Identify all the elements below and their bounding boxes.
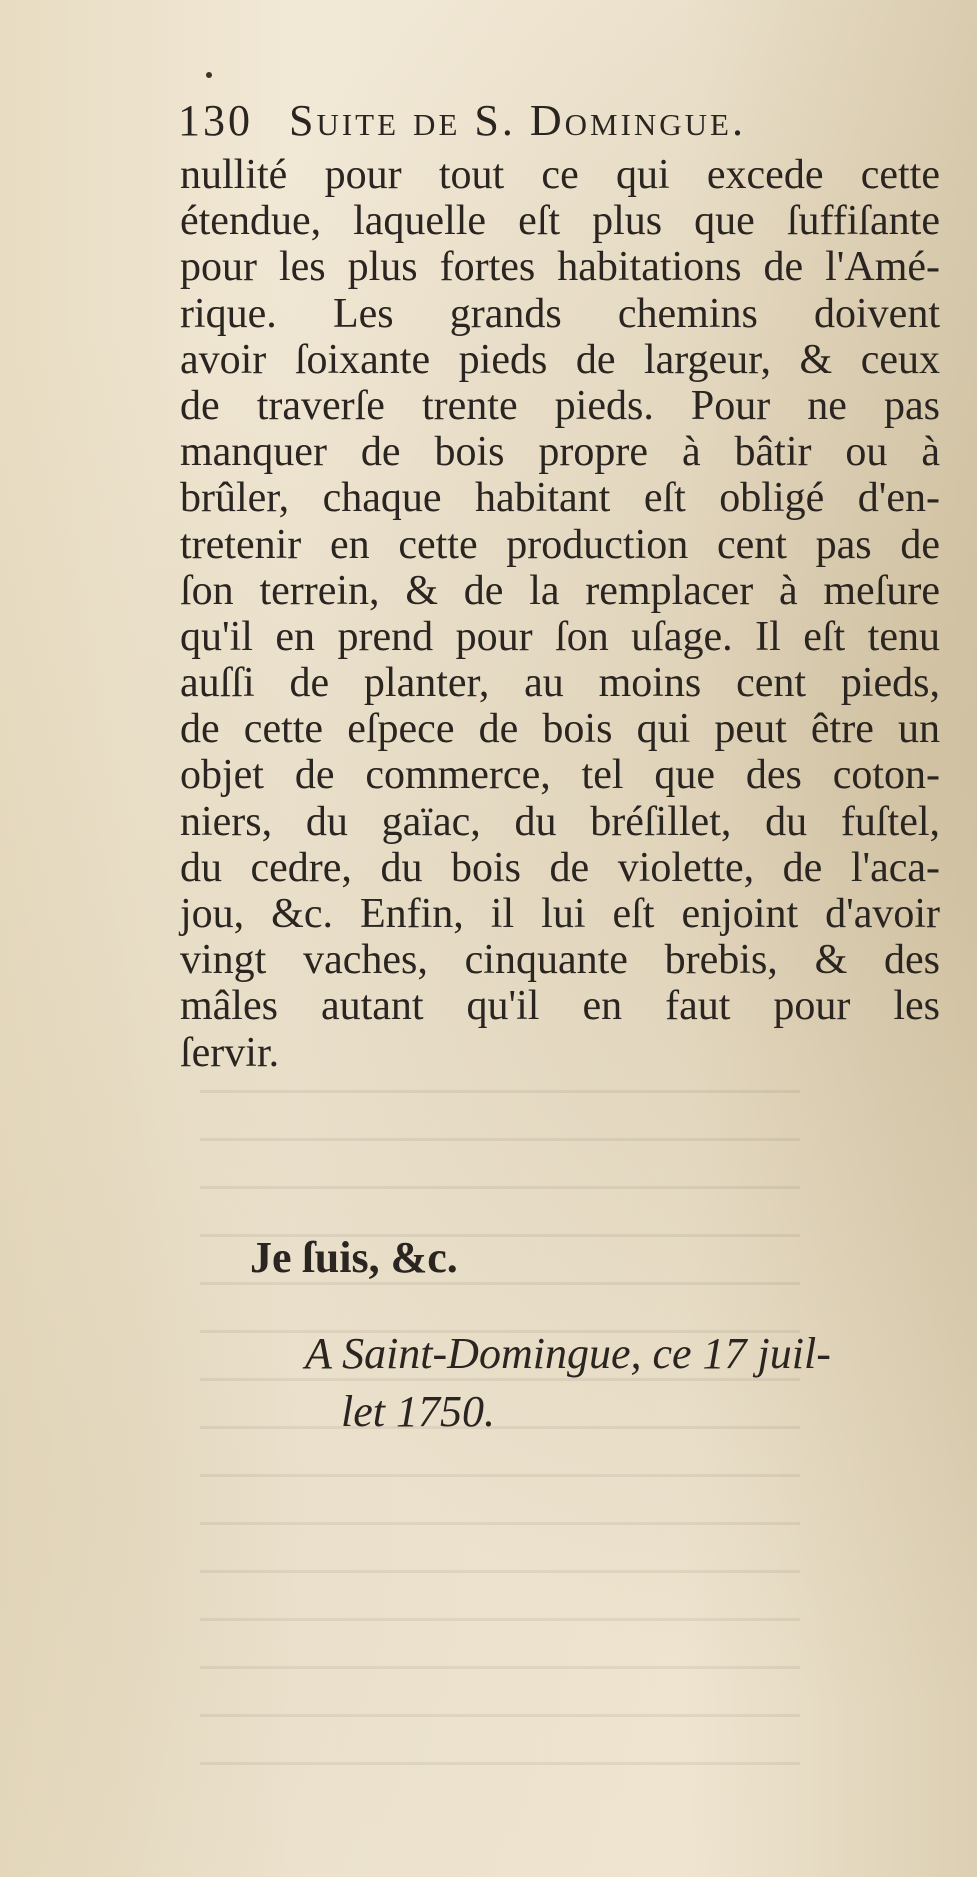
text-line: étendue, laquelle eſt plus que ſuffiſante (180, 198, 940, 245)
text-line: mâles autant qu'il en faut pour les (180, 983, 940, 1030)
text-line: objet de commerce, tel que des coton- (180, 752, 940, 799)
text-line: manquer de bois propre à bâtir ou à (180, 429, 940, 476)
text-line: jou, &c. Enfin, il lui eſt enjoint d'avoir (180, 891, 940, 937)
text-line: qu'il en prend pour ſon uſage. Il eſt tenu (180, 613, 940, 660)
text-line: vingt vaches, cinquante brebis, & des (180, 937, 940, 984)
text-line: nullité pour tout ce qui excede cette (180, 152, 940, 198)
dateline (305, 1325, 831, 1441)
text-line: de cette eſpece de bois qui peut être un (180, 706, 940, 753)
text-line: rique. Les grands chemins doivent (180, 290, 940, 337)
text-line: brûler, chaque habitant eſt obligé d'en- (180, 475, 940, 522)
text-line: de traverſe trente pieds. Pour ne pas (180, 382, 940, 429)
body-text (180, 152, 940, 1076)
text-line: ſon terrein, & de la remplacer à meſure (180, 567, 940, 614)
running-header (178, 95, 746, 146)
text-line: auſſi de planter, au moins cent pieds, (180, 660, 940, 707)
show-through-text (200, 1090, 800, 1810)
dateline-line-1: A Saint-Domingue, ce 17 juil- (305, 1329, 831, 1378)
running-title: Suite de S. Domingue. (289, 96, 746, 145)
page-number: 130 (178, 96, 253, 145)
text-line: pour les plus fortes habitations de l'Amé- (180, 244, 940, 291)
text-line: du cedre, du bois de violette, de l'aca- (180, 844, 940, 891)
text-line: niers, du gaïac, du bréſillet, du fuſtel, (180, 798, 940, 845)
text-line: ſervir. (180, 1029, 280, 1076)
ink-speck (206, 72, 212, 78)
closing-formula: Je ſuis, &c. (250, 1233, 458, 1282)
text-line: avoir ſoixante pieds de largeur, & ceux (180, 336, 940, 383)
text-line: tretenir en cette production cent pas de (180, 521, 940, 568)
dateline-line-2: let 1750. (341, 1387, 495, 1436)
